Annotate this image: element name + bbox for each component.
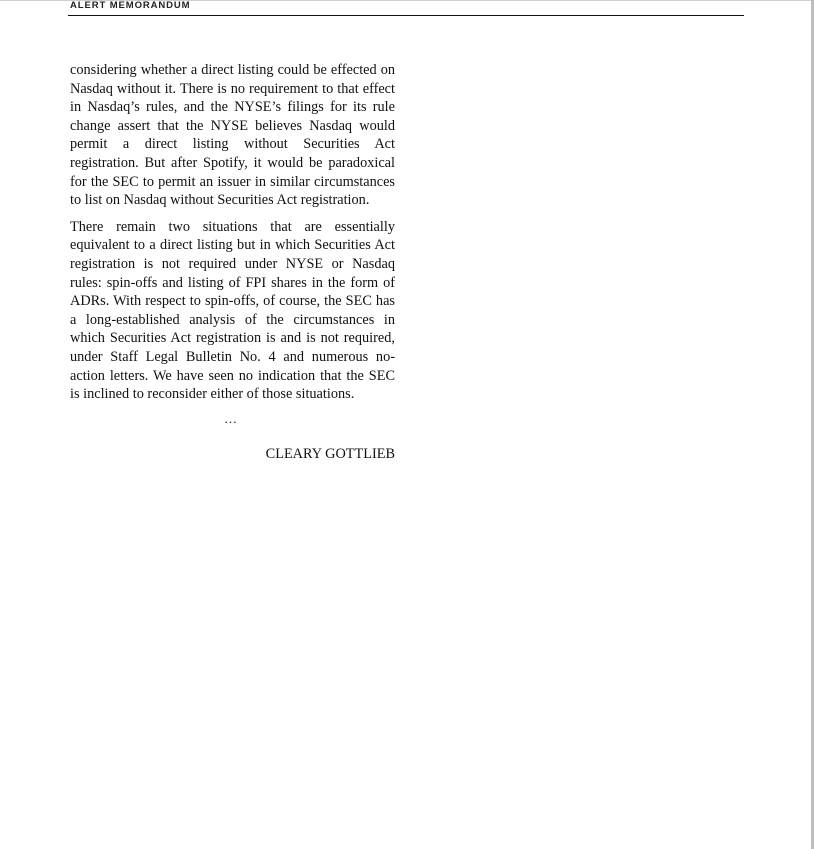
- paragraph: There remain two situations that are essentially equivalent to a direct listing but in which Securities Act registration is not required under NYSE or Nasdaq rules: spin-offs and listing of FPI shares in the form of ADRs. With respect to spin-offs, of course, the SEC has a long-established analysis of the circumstances in which Securities Act registration is and is not required, under Staff Legal Bulletin No. 4 and numerous no-action letters. We have seen no indication that the SEC is inclined to reconsider either of those situations.: [70, 218, 395, 403]
- section-separator: …: [224, 411, 238, 426]
- firm-signature: CLEARY GOTTLIEB: [265, 446, 395, 462]
- running-header: ALERT MEMORANDUM: [70, 0, 191, 11]
- body-text: [70, 61, 395, 412]
- header-rule: [68, 15, 744, 16]
- paragraph: considering whether a direct listing could be effected on Nasdaq without it. There is no requirement to that effect in Nasdaq’s rules, and the NYSE’s filings for its rule change assert that the NYSE believes Nasdaq would permit a direct listing without Securities Act registration. But after Spotify, it would be paradoxical for the SEC to permit an issuer in similar circumstances to list on Nasdaq without Securities Act registration.: [70, 62, 395, 209]
